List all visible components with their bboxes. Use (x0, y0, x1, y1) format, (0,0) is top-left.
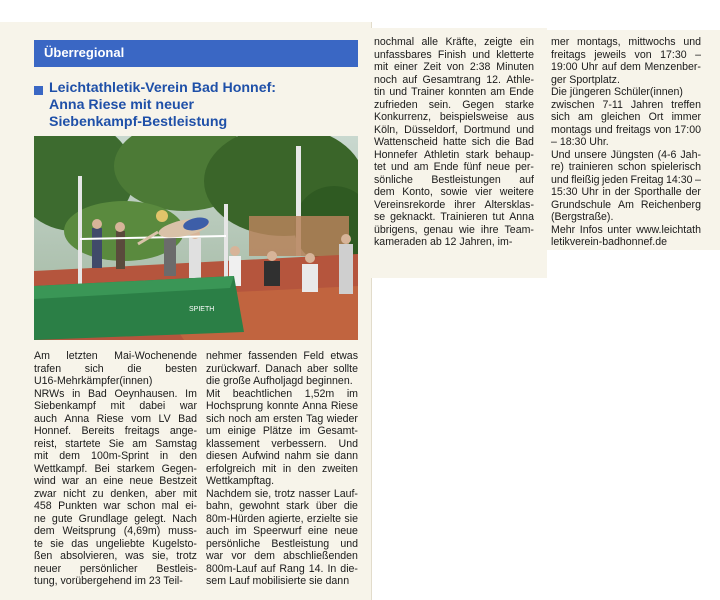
text-line: dem Weitsprung (4,69m) muss- (34, 525, 197, 537)
text-line: bahn, gewohnt stark über die (206, 500, 358, 512)
text-line: übrigens, genau wie ihre Team- (374, 223, 534, 236)
text-line: montags und freitags von 17:00 (551, 123, 701, 136)
text-line: ßen absolvieren, was sie, trotz (34, 550, 197, 562)
text-line: 80m-Hürden agierte, erzielte sie (206, 512, 358, 525)
text-line: tin und Trainer konnten am Ende (374, 86, 534, 98)
text-line: – 18:30 Uhr. (551, 136, 609, 148)
photo-illustration (34, 136, 358, 340)
headline-bullet-icon (34, 86, 43, 95)
section-header (34, 40, 358, 67)
text-line: Honnefer Athletin stark behaup- (374, 148, 534, 161)
text-line: Konkurrenz, beispielsweise aus (374, 111, 534, 123)
text-line: se geknackt. Trainieren tut Anna (374, 211, 534, 223)
text-line: um einige Plätze im Gesamt- (206, 425, 358, 437)
text-column-1 (34, 350, 197, 588)
text-line: Vereinsrekorde ihrer Altersklas- (374, 198, 534, 211)
text-line: 458 Punkten war schon mal ei- (34, 500, 197, 512)
text-line: kameraden ab 12 Jahren, im- (374, 236, 513, 248)
text-line: unfassbares Finish und kletterte (374, 48, 534, 61)
text-line: tung, vorübergehend im 23 Teil- (34, 575, 183, 587)
text-line: Am letzten Mai-Wochenende (34, 350, 197, 362)
text-line: neuer persönlicher Bestleis- (34, 562, 197, 575)
headline-line: Leichtathletik-Verein Bad Honnef: (49, 80, 277, 96)
text-line: diesen Aufwind nahm sie dann (206, 450, 358, 462)
text-line: re) trainieren schon spielerisch (551, 161, 701, 173)
spectator-icon (92, 228, 102, 268)
text-line: nochmal alle Kräfte, zeigte ein (374, 36, 534, 48)
text-line: sem Lauf mobilisierte sie dann (206, 575, 350, 587)
text-line: Und unsere Jüngsten (4-6 Jah- (551, 148, 701, 161)
text-line: Siebenkampf mit dabei war (34, 400, 197, 412)
text-line: (Bergstraße). (551, 211, 614, 223)
text-line: noch auf Gesamtrang 12. Athle- (374, 73, 534, 86)
high-jump-photo (34, 136, 358, 340)
text-line: wind war an eine neue Bestzeit (34, 475, 197, 487)
text-line: 15:30 Uhr in der Sporthalle der (551, 186, 701, 198)
text-line: Nachdem sie, trotz nasser Lauf- (206, 487, 358, 500)
text-line: auch im Speerwurf eine neue (206, 525, 358, 537)
text-line: Wattenscheid hatte sich die Bad (374, 136, 534, 148)
text-line: NRWs in Bad Oeynhausen. Im (34, 387, 197, 400)
text-line: Wettkampftag. (206, 475, 275, 487)
text-column-3 (374, 36, 534, 249)
text-line: mit einer Zeit von 2:38 Minuten (374, 61, 534, 73)
text-line: mit dem 100m-Sprint in den (34, 450, 197, 462)
text-line: trafen sich die besten (34, 362, 197, 375)
text-line: sönliche Bestleistungen auf (374, 173, 534, 186)
text-line: auch Anna Riese vom LV Bad (34, 412, 197, 425)
headline-line: Anna Riese mit neuer (49, 97, 195, 113)
text-line: sich noch am ersten Tag wieder (206, 412, 358, 425)
text-line: U16-Mehrkämpfer(innen) (34, 375, 153, 387)
text-line: und fleißig jeden Freitag 14:30 – (551, 173, 701, 186)
text-line: sich am gleichen Ort immer (551, 111, 701, 123)
text-line: Grundschule Am Reichenberg (551, 198, 701, 211)
headline-line: Siebenkampf-Bestleistung (49, 114, 228, 130)
section-label: Überregional (44, 45, 125, 60)
text-line: reist, startete Sie am Samstag (34, 437, 197, 450)
article-headline (49, 80, 359, 131)
text-line: zwar nicht zu denken, aber mit (34, 487, 197, 500)
text-line: mer montags, mittwochs und (551, 36, 701, 48)
text-line: dem Konto, sowie vier weitere (374, 186, 534, 198)
text-line: tet und am Ende fünf neue per- (374, 161, 534, 173)
text-line: klassement verbessern. Und (206, 437, 358, 450)
text-line: ne gute Grundlage gelegt. Nach (34, 512, 197, 525)
fence (249, 216, 349, 256)
text-line: ger Sportplatz. (551, 73, 620, 86)
text-line: 19:00 Uhr auf dem Menzenber- (551, 61, 701, 73)
text-line: nehmer fassenden Feld etwas (206, 350, 358, 362)
text-line: Wettkampf. Bei starkem Gegen- (34, 462, 197, 475)
text-line: zwischen 7-11 Jahren treffen (551, 98, 701, 111)
text-line: die große Aufholjagd beginnen. (206, 375, 353, 387)
text-line: Honnef. Bereits freitags ange- (34, 425, 197, 437)
text-column-2 (206, 350, 358, 588)
mat-brand: SPIETH (189, 306, 215, 313)
text-line: war vor dem abschließenden (206, 550, 358, 562)
text-line: zurückwarf. Danach aber sollte (206, 362, 358, 375)
text-line: persönliche Bestleistung und (206, 537, 358, 550)
text-line: letikverein-badhonnef.de (551, 236, 668, 248)
text-line: Hochsprung konnte Anna Riese (206, 400, 358, 412)
text-column-4 (551, 36, 701, 249)
text-line: Köln, Düsseldorf, Dortmund und (374, 123, 534, 136)
text-line: te sie das ungeliebte Kugelsto- (34, 537, 197, 550)
text-line: zufrieden sein. Gegen starke (374, 98, 534, 111)
text-line: erfolgreich mit in den zweiten (206, 462, 358, 475)
text-line: freitags jeweils von 17:30 – (551, 48, 701, 61)
text-line: 800m-Lauf auf Rang 14. In die- (206, 562, 358, 575)
text-line: Mit beachtlichen 1,52m im (206, 387, 358, 400)
text-line: Mehr Infos unter www.leichtath (551, 223, 701, 236)
text-line: Die jüngeren Schüler(innen) (551, 86, 683, 98)
